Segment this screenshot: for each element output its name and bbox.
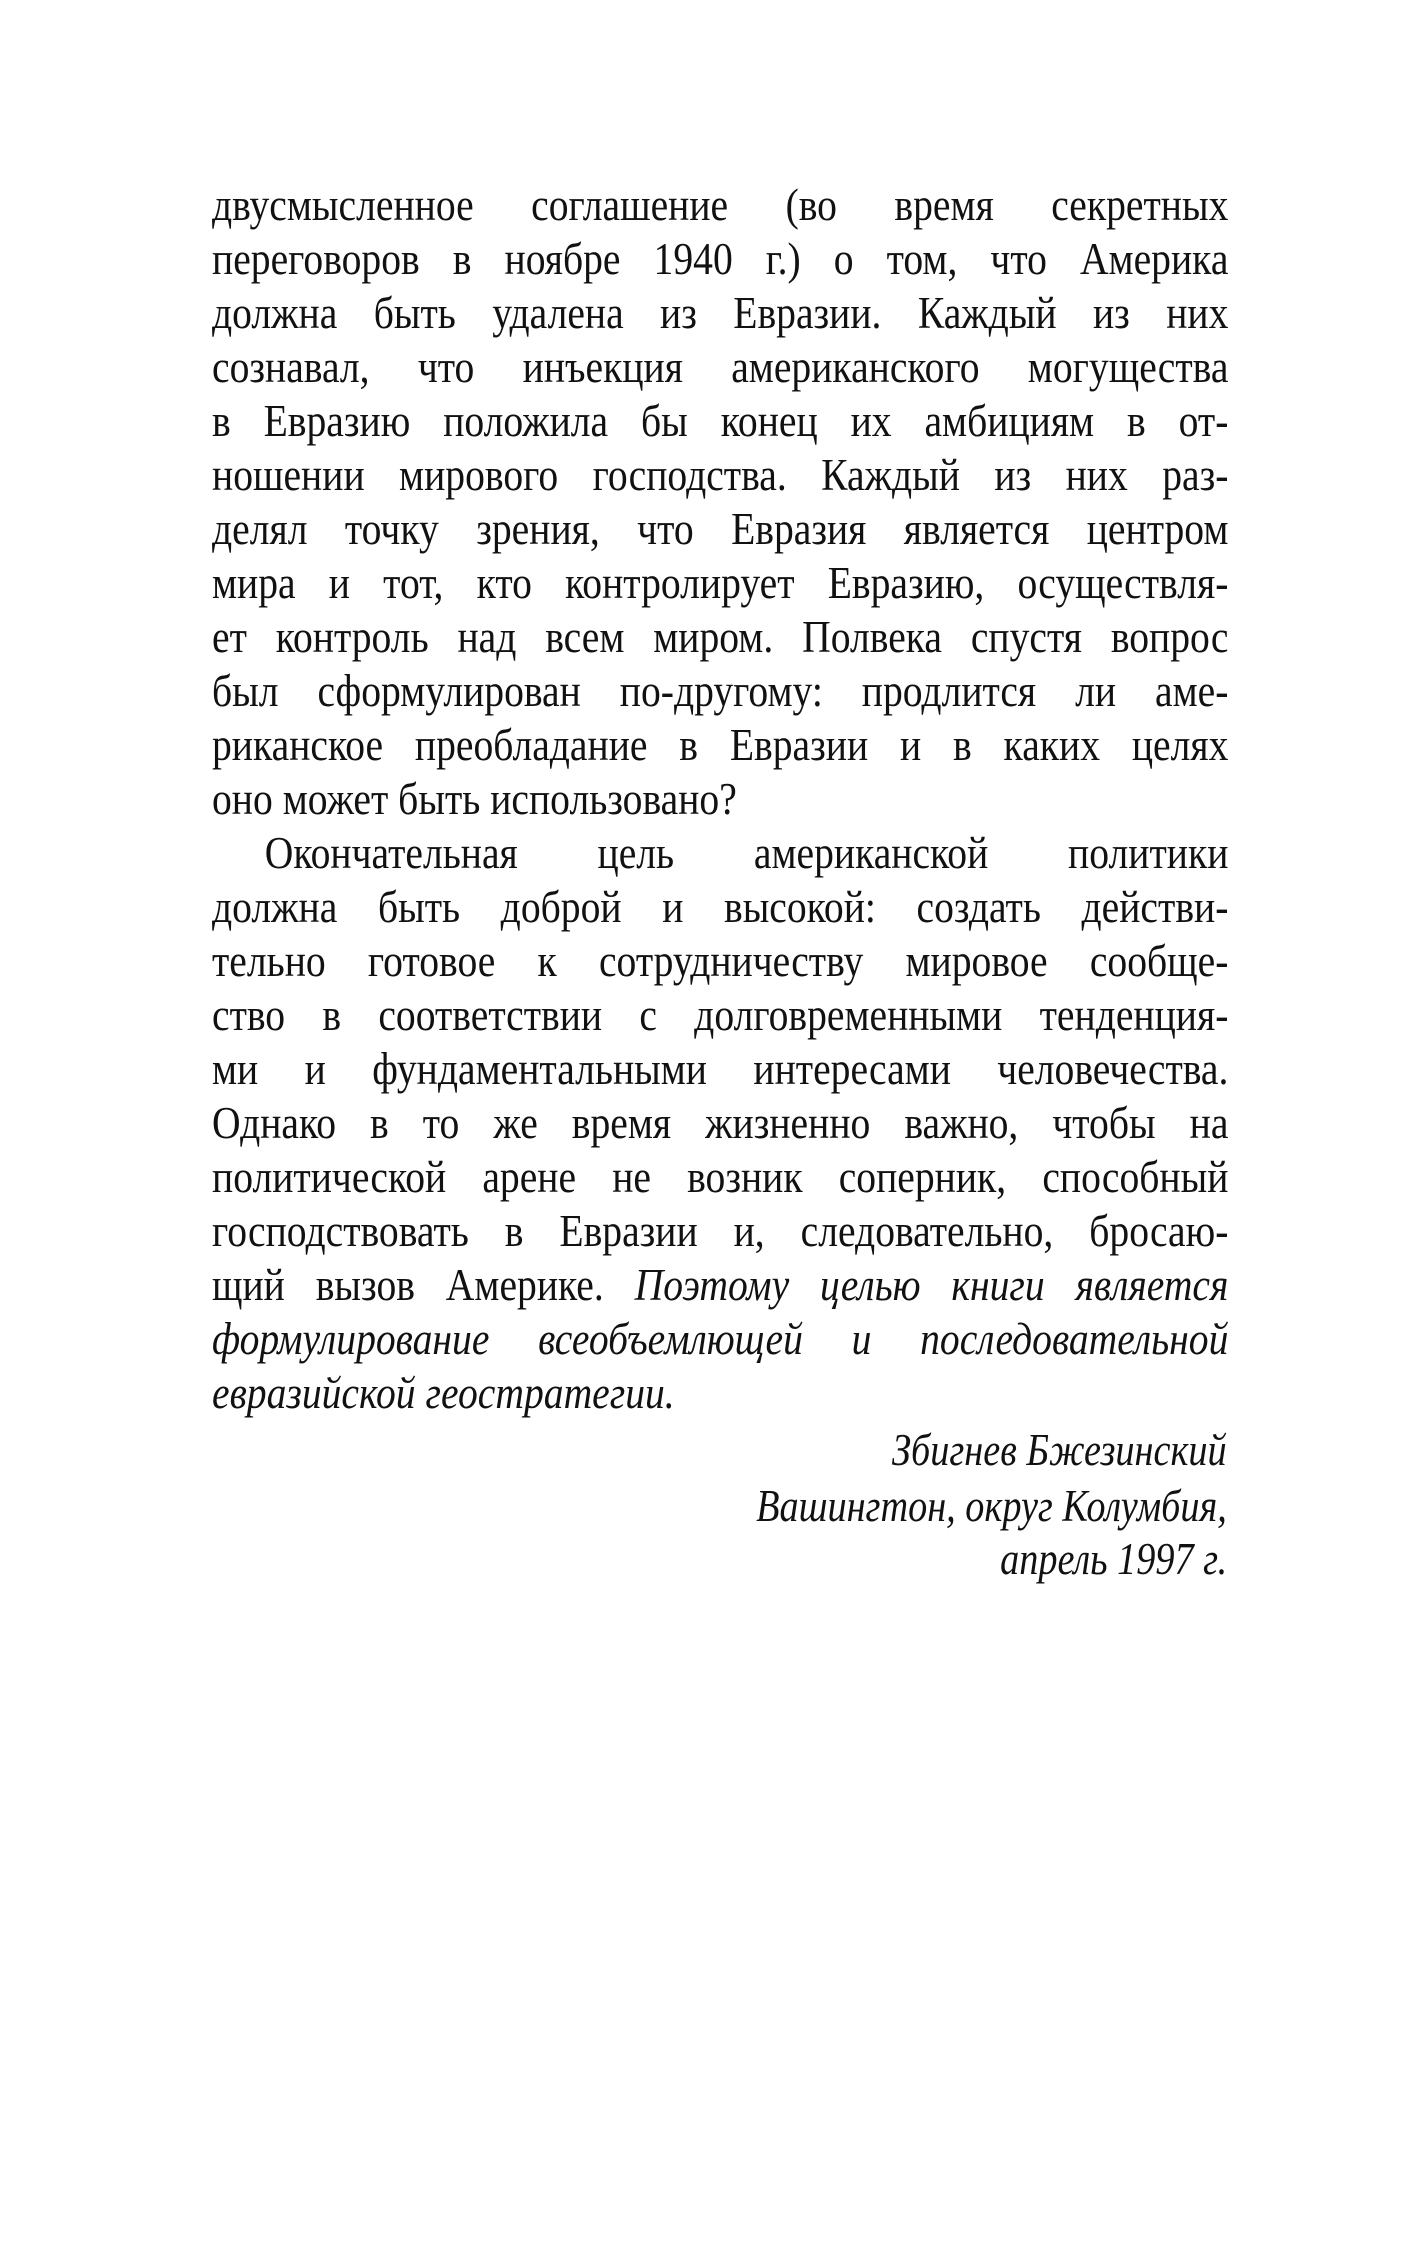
text-line: Окончательная цель американской политики xyxy=(264,828,1229,878)
text-line: ми и фундаментальными интересами человечества. xyxy=(212,1044,1229,1094)
text-line: делял точку зрения, что Евразия является центром xyxy=(212,504,1229,554)
text-line: Однако в то же время жизненно важно, чтобы на xyxy=(212,1098,1229,1148)
text-line: ство в соответствии с долговременными тенденция- xyxy=(212,990,1229,1040)
text-line: оно может быть использовано? xyxy=(212,774,737,824)
text-line: тельно готовое к сотрудничеству мировое сообще- xyxy=(212,936,1229,986)
signature-author: Збигнев Бжезинский xyxy=(892,1425,1227,1475)
text-line: двусмысленное соглашение (во время секретных xyxy=(212,180,1229,230)
text-line: должна быть доброй и высокой: создать действи- xyxy=(212,882,1229,932)
text-line: ношении мирового господства. Каждый из них раз- xyxy=(212,450,1229,500)
signature-place: Вашингтон, округ Колумбия, xyxy=(756,1481,1227,1531)
text-line: сознавал, что инъекция американского могущества xyxy=(212,342,1229,392)
text-line: переговоров в ноябре 1940 г.) о том, что Америка xyxy=(212,234,1229,284)
emphasis-line: евразийской геостратегии. xyxy=(212,1368,675,1418)
regular-text: щий вызов Америке. xyxy=(212,1260,635,1310)
emphasis-line: формулирование всеобъемлющей и последовательной xyxy=(212,1314,1229,1364)
text-line: политической арене не возник соперник, способный xyxy=(212,1152,1229,1202)
text-line: господствовать в Евразии и, следовательно, бросаю- xyxy=(212,1206,1229,1256)
text-line: должна быть удалена из Евразии. Каждый из них xyxy=(212,288,1229,338)
text-line-mixed xyxy=(212,1258,1228,1312)
signature-date: апрель 1997 г. xyxy=(999,1534,1227,1584)
text-line: в Евразию положила бы конец их амбициям в от- xyxy=(212,396,1229,446)
text-line: мира и тот, кто контролирует Евразию, осуществля- xyxy=(212,558,1229,608)
text-line: ет контроль над всем миром. Полвека спустя вопрос xyxy=(212,612,1229,662)
emphasis-text: Поэтому целью книги является xyxy=(634,1260,1229,1310)
text-line: риканское преобладание в Евразии и в каких целях xyxy=(212,720,1229,770)
text-line: был сформулирован по-другому: продлится ли аме- xyxy=(212,666,1229,716)
